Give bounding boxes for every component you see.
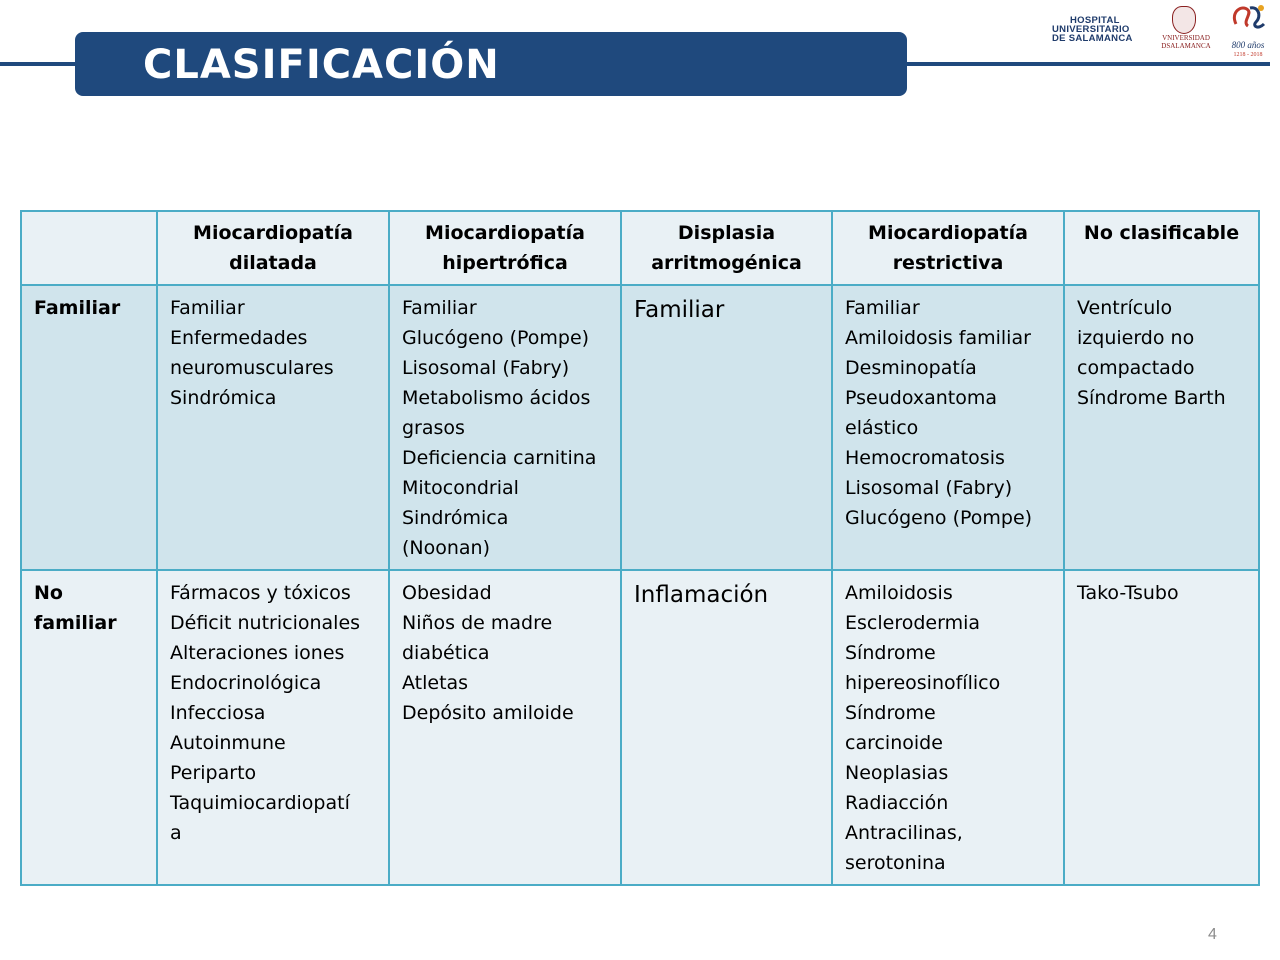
cell-line: No: [34, 582, 63, 604]
cell-line: Enfermedades: [170, 327, 308, 349]
cell-line: hipereosinofílico: [845, 672, 1001, 694]
cell-line: Sindrómica: [170, 387, 277, 409]
cell-line: Familiar: [845, 297, 920, 319]
cell-line: Metabolismo ácidos: [402, 387, 591, 409]
cell-line: familiar: [34, 612, 117, 634]
university-logo: [1156, 6, 1216, 58]
cell-line: Tako-Tsubo: [1077, 582, 1179, 604]
hospital-logo-line: DE SALAMANCA: [1052, 33, 1133, 44]
hospital-logo-line: HOSPITAL: [1070, 15, 1120, 26]
cell-line: Esclerodermia: [845, 612, 980, 634]
cell-line: Glucógeno (Pompe): [845, 507, 1033, 529]
table-cell: [832, 570, 1064, 885]
cell-line: Desminopatía: [845, 357, 977, 379]
cell-line: Endocrinológica: [170, 672, 322, 694]
row-label-no-familiar: [21, 570, 157, 885]
table-cell: [1064, 570, 1259, 885]
table-cell: [389, 285, 621, 570]
cell-line: serotonina: [845, 852, 946, 874]
table-cell: [157, 570, 389, 885]
header-cell-displasia: Displasia arritmogénica: [621, 211, 832, 285]
cell-line: neuromusculares: [170, 357, 334, 379]
cell-line: Ventrículo: [1077, 297, 1173, 319]
university-logo-line: VNIVERSIDAD: [1162, 34, 1210, 42]
table-cell: [389, 570, 621, 885]
anniversary-mark-icon: [1228, 2, 1268, 32]
table-cell: [1064, 285, 1259, 570]
cell-line: carcinoide: [845, 732, 943, 754]
table-row: [21, 285, 1259, 570]
header-cell-hipertrofica: Miocardiopatía hipertrófica: [389, 211, 621, 285]
cell-line: Neoplasias: [845, 762, 949, 784]
anniversary-text: 800 años: [1231, 40, 1265, 50]
cell-line: Familiar: [634, 297, 725, 323]
university-seal-icon: [1172, 6, 1196, 34]
cell-line: Síndrome: [845, 702, 936, 724]
header-cell-restrictiva: Miocardiopatía restrictiva: [832, 211, 1064, 285]
cell-line: (Noonan): [402, 537, 491, 559]
cell-line: Amiloidosis: [845, 582, 953, 604]
cell-line: diabética: [402, 642, 490, 664]
table-cell: [621, 285, 832, 570]
cell-line: Hemocromatosis: [845, 447, 1005, 469]
header-cell-dilatada: Miocardiopatía dilatada: [157, 211, 389, 285]
hospital-logo: [1052, 16, 1148, 44]
cell-line: Obesidad: [402, 582, 492, 604]
cell-line: a: [170, 822, 182, 844]
cell-line: Síndrome Barth: [1077, 387, 1226, 409]
cell-line: Amiloidosis familiar: [845, 327, 1031, 349]
cell-line: Taquimiocardiopatí: [170, 792, 350, 814]
table-cell: [621, 570, 832, 885]
cell-line: Pseudoxantoma: [845, 387, 998, 409]
cell-line: Periparto: [170, 762, 257, 784]
cell-line: Alteraciones iones: [170, 642, 345, 664]
cell-line: Glucógeno (Pompe): [402, 327, 590, 349]
cell-line: compactado: [1077, 357, 1195, 379]
classification-table: [20, 210, 1260, 886]
cell-line: Atletas: [402, 672, 469, 694]
table-cell: [157, 285, 389, 570]
hospital-logo-line: UNIVERSITARIO: [1052, 24, 1130, 35]
cell-line: Familiar: [402, 297, 477, 319]
cell-line: Lisosomal (Fabry): [402, 357, 570, 379]
table-cell: [832, 285, 1064, 570]
cell-line: Antracilinas,: [845, 822, 963, 844]
header-cell-empty: [21, 211, 157, 285]
page-number: 4: [1208, 926, 1217, 943]
cell-line: izquierdo no: [1077, 327, 1195, 349]
slide-title: CLASIFICACIÓN: [143, 42, 500, 88]
anniversary-logo: [1222, 2, 1274, 60]
cell-line: Familiar: [170, 297, 245, 319]
cell-line: Lisosomal (Fabry): [845, 477, 1013, 499]
title-banner: [75, 32, 907, 96]
cell-line: Autoinmune: [170, 732, 286, 754]
cell-line: Sindrómica: [402, 507, 509, 529]
university-logo-line: DSALAMANCA: [1161, 42, 1211, 50]
cell-line: Fármacos y tóxicos: [170, 582, 351, 604]
table-header-row: [21, 211, 1259, 285]
cell-line: Síndrome: [845, 642, 936, 664]
cell-line: Inflamación: [634, 582, 769, 608]
header-cell-no-clasificable: No clasificable: [1064, 211, 1259, 285]
row-label-familiar: Familiar: [21, 285, 157, 570]
cell-line: Depósito amiloide: [402, 702, 574, 724]
cell-line: Radiacción: [845, 792, 949, 814]
cell-line: elástico: [845, 417, 919, 439]
cell-line: Infecciosa: [170, 702, 266, 724]
cell-line: Deficiencia carnitina: [402, 447, 597, 469]
anniversary-years: 1218 - 2018: [1233, 52, 1263, 58]
cell-line: Déficit nutricionales: [170, 612, 361, 634]
cell-line: grasos: [402, 417, 465, 439]
cell-line: Niños de madre: [402, 612, 553, 634]
table-row: [21, 570, 1259, 885]
cell-line: Mitocondrial: [402, 477, 519, 499]
